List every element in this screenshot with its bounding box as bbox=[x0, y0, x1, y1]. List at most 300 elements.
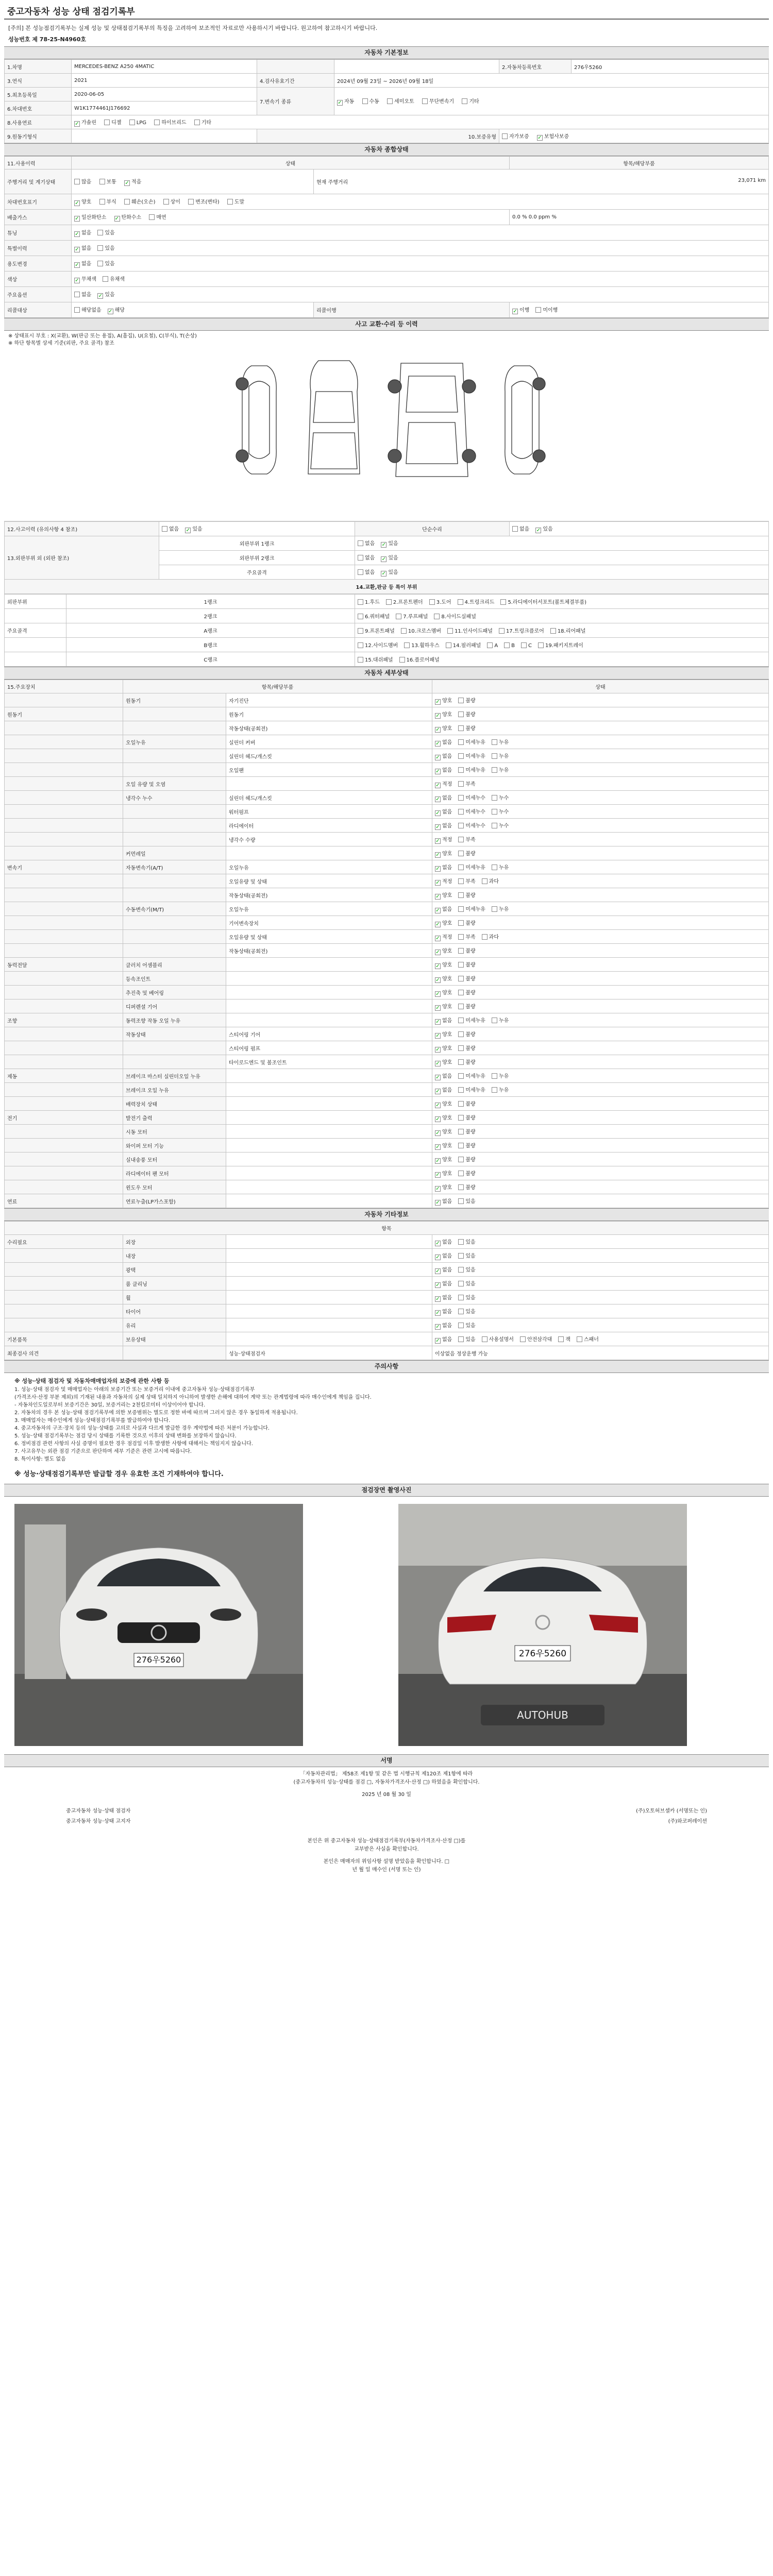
checkbox-checked[interactable]: ✓ bbox=[435, 1324, 440, 1330]
cell bbox=[5, 1180, 123, 1194]
section-other: 자동차 기타정보 bbox=[4, 1208, 769, 1221]
checkbox-checked[interactable]: ✓ bbox=[513, 309, 517, 314]
cell bbox=[123, 707, 226, 721]
checkbox[interactable] bbox=[499, 628, 505, 634]
checkbox-checked[interactable]: ✓ bbox=[75, 121, 79, 127]
checkbox[interactable] bbox=[387, 98, 393, 104]
checkbox[interactable] bbox=[458, 698, 464, 703]
checkbox-checked[interactable]: ✓ bbox=[435, 1172, 440, 1178]
checkbox[interactable] bbox=[103, 276, 108, 282]
label-options: 주요옵션 bbox=[5, 287, 72, 302]
state-cell: ✓ 없음 있음 bbox=[432, 1235, 769, 1249]
checkbox-checked[interactable]: ✓ bbox=[435, 949, 440, 955]
checkbox[interactable] bbox=[492, 906, 497, 912]
table-row bbox=[5, 1235, 769, 1249]
checkbox[interactable] bbox=[482, 878, 488, 884]
checkbox[interactable] bbox=[458, 809, 464, 815]
checkbox[interactable] bbox=[458, 1059, 464, 1065]
cell bbox=[5, 1304, 123, 1318]
sign-line-5: 본인은 매매자의 위임사항 설명 받았음을 확인합니다. □ bbox=[323, 1859, 450, 1865]
checkbox[interactable] bbox=[458, 1309, 464, 1314]
state-cell: ✓ 적정 부족 bbox=[432, 777, 769, 791]
checkbox[interactable] bbox=[458, 934, 464, 940]
state-cell: ✓ 양호 불량 bbox=[432, 944, 769, 958]
cell bbox=[5, 916, 123, 930]
checkbox[interactable] bbox=[422, 98, 428, 104]
cell bbox=[5, 874, 123, 888]
state-cell: ✓ 없음 미세누유 누유 bbox=[432, 763, 769, 777]
plate-text-front: 276우5260 bbox=[136, 1655, 181, 1665]
state-cell: ✓ 양호 불량 bbox=[432, 1125, 769, 1139]
checkbox-checked[interactable]: ✓ bbox=[435, 1144, 440, 1150]
checkbox-checked[interactable]: ✓ bbox=[125, 180, 129, 186]
checkbox[interactable] bbox=[458, 767, 464, 773]
checkbox-checked[interactable]: ✓ bbox=[75, 278, 79, 283]
checkbox-checked[interactable]: ✓ bbox=[435, 1310, 440, 1316]
checkbox-checked[interactable]: ✓ bbox=[98, 293, 103, 299]
cell bbox=[123, 1041, 226, 1055]
table-row bbox=[5, 693, 769, 707]
note-item: 4. 중고자동차의 구조·장치 등의 성능·상태를 고의로 사실과 다르게 발급한 경우 계약법에 따른 처분이 가능합니다. bbox=[14, 1426, 270, 1431]
table-row bbox=[5, 1332, 769, 1346]
checkbox[interactable] bbox=[458, 906, 464, 912]
checkbox-checked[interactable]: ✓ bbox=[186, 528, 191, 533]
checkbox[interactable] bbox=[458, 711, 464, 717]
table-row bbox=[5, 1166, 769, 1180]
checkbox-checked[interactable]: ✓ bbox=[435, 713, 440, 719]
checkbox[interactable] bbox=[399, 657, 405, 663]
checkbox-checked[interactable]: ✓ bbox=[435, 1185, 440, 1192]
table-row bbox=[5, 1097, 769, 1111]
checkbox[interactable] bbox=[458, 1115, 464, 1121]
checkbox-checked[interactable]: ✓ bbox=[435, 1088, 440, 1094]
cell bbox=[123, 763, 226, 777]
checkbox-checked[interactable]: ✓ bbox=[435, 1046, 440, 1053]
cell bbox=[5, 1139, 123, 1153]
table-row bbox=[5, 1346, 769, 1360]
checkbox[interactable] bbox=[434, 614, 440, 619]
checkbox-checked[interactable]: ✓ bbox=[435, 1074, 440, 1080]
notes-block bbox=[4, 1373, 769, 1466]
section-photos: 점검장면 촬영사진 bbox=[4, 1484, 769, 1497]
checkbox[interactable] bbox=[458, 1171, 464, 1176]
checkbox-checked[interactable]: ✓ bbox=[75, 200, 79, 206]
checkbox-checked[interactable]: ✓ bbox=[435, 810, 440, 816]
checkbox-checked[interactable]: ✓ bbox=[381, 556, 386, 562]
checkbox[interactable] bbox=[227, 199, 233, 205]
checkbox-checked[interactable]: ✓ bbox=[381, 571, 386, 577]
checkbox[interactable] bbox=[386, 599, 392, 605]
checkbox[interactable] bbox=[458, 1336, 464, 1342]
checkbox[interactable] bbox=[358, 599, 363, 605]
cell: 실내송풍 모터 bbox=[123, 1153, 226, 1166]
state-cell: ✓ 양호 불량 bbox=[432, 888, 769, 902]
table-row bbox=[5, 1180, 769, 1194]
checkbox-checked[interactable]: ✓ bbox=[114, 216, 120, 222]
checkbox[interactable] bbox=[358, 569, 363, 575]
checkbox[interactable] bbox=[358, 628, 363, 634]
header-status: 상태 bbox=[72, 157, 510, 170]
rank-table: 외판부위 1랭크 1.후드 2.프론트펜더 3.도어 4.트렁크리드 5.라디에이터서포트(볼트체결부품) 2랭크 6.쿼터패널 7.루프패널 8.사이드실패널 주요골격 A랭크 9.프론트패널 10.크로스멤버 11.인사이드패널 17.트렁크플로어 18.리어패널 B랭크 12.사이드멤버 13.휠하우스 14.필러패널 A B C 19.패키지트레이 C랭크 15.대쉬패널 16.플로어패널 bbox=[4, 594, 769, 667]
checkbox-checked[interactable]: ✓ bbox=[435, 1254, 440, 1260]
checkbox[interactable] bbox=[97, 245, 103, 251]
note-item: - 자동차인도일로부터 보증기간은 30일, 보증거리는 2천킬로미터 이상이어야 합니다. bbox=[14, 1402, 206, 1408]
checkbox[interactable] bbox=[492, 1018, 497, 1023]
checkbox[interactable] bbox=[458, 1198, 464, 1204]
cell: 보유상태 bbox=[123, 1332, 226, 1346]
checkbox-checked[interactable]: ✓ bbox=[381, 542, 386, 548]
checkbox[interactable] bbox=[74, 292, 80, 297]
state-cell: ✓ 양호 불량 bbox=[432, 1153, 769, 1166]
checkbox[interactable] bbox=[458, 1281, 464, 1286]
checkbox-checked[interactable]: ✓ bbox=[338, 100, 342, 106]
cell bbox=[5, 902, 123, 916]
notes-list bbox=[14, 1386, 759, 1463]
state-cell: ✓ 없음 미세누유 누유 bbox=[432, 749, 769, 763]
cell: 워터펌프 bbox=[226, 805, 432, 819]
checkbox[interactable] bbox=[458, 1239, 464, 1245]
checkbox-checked[interactable]: ✓ bbox=[536, 528, 541, 533]
checkbox[interactable] bbox=[458, 1004, 464, 1009]
cell bbox=[226, 1139, 432, 1153]
checkbox[interactable] bbox=[520, 1336, 526, 1342]
cell: 성능·상태점검자 bbox=[226, 1346, 432, 1360]
checkbox-checked[interactable]: ✓ bbox=[435, 1060, 440, 1066]
checkbox-checked[interactable]: ✓ bbox=[435, 1337, 440, 1344]
checkbox[interactable] bbox=[492, 809, 497, 815]
panel-main-frame: 주요골격 bbox=[159, 565, 355, 580]
label-transmission: 7.변속기 종류 bbox=[257, 88, 334, 115]
checkbox-checked[interactable]: ✓ bbox=[75, 231, 79, 237]
rank-group: 주요골격 bbox=[5, 623, 66, 638]
cell bbox=[226, 846, 432, 860]
checkbox-checked[interactable]: ✓ bbox=[435, 1130, 440, 1136]
checkbox[interactable] bbox=[458, 851, 464, 856]
checkbox[interactable] bbox=[458, 920, 464, 926]
checkbox[interactable] bbox=[458, 1267, 464, 1273]
rank-label: C랭크 bbox=[66, 652, 355, 667]
checkbox-checked[interactable]: ✓ bbox=[435, 740, 440, 747]
checkbox[interactable] bbox=[163, 199, 169, 205]
cell bbox=[226, 1153, 432, 1166]
checkbox-checked[interactable]: ✓ bbox=[435, 1199, 440, 1206]
state-cell: ✓ 양호 불량 bbox=[432, 1180, 769, 1194]
notes-lead: ※ 성능·상태 점검자 및 자동차매매업자의 보증에 관한 사항 등 bbox=[14, 1378, 170, 1384]
cell bbox=[226, 1180, 432, 1194]
checkbox[interactable] bbox=[447, 628, 453, 634]
cell bbox=[5, 1249, 123, 1263]
checkbox[interactable] bbox=[502, 133, 508, 139]
label-panel-rank: 13.외판부위 외 (외판 참조) bbox=[5, 536, 159, 580]
checkbox-checked[interactable]: ✓ bbox=[435, 866, 440, 872]
checkbox[interactable] bbox=[154, 120, 160, 125]
checkbox-checked[interactable]: ✓ bbox=[435, 824, 440, 830]
state-cell: ✓ 없음 있음 bbox=[432, 1291, 769, 1304]
checkbox-checked[interactable]: ✓ bbox=[435, 1296, 440, 1302]
table-row bbox=[5, 986, 769, 999]
state-cell: ✓ 없음 있음 bbox=[432, 1277, 769, 1291]
notifier-name: (주)와코퍼레이션 bbox=[668, 1819, 707, 1824]
cell: 브레이크 오일 누유 bbox=[123, 1083, 226, 1097]
checkbox-checked[interactable]: ✓ bbox=[435, 699, 440, 705]
label-inspection-period: 4.검사유효기간 bbox=[257, 74, 334, 88]
checkbox[interactable] bbox=[458, 739, 464, 745]
cell: 룸 클리닝 bbox=[123, 1277, 226, 1291]
cell: 휠 bbox=[123, 1291, 226, 1304]
state-cell: ✓ 양호 불량 bbox=[432, 707, 769, 721]
checkbox[interactable] bbox=[500, 599, 506, 605]
checkbox[interactable] bbox=[504, 642, 510, 648]
state-cell: ✓ 없음 있음 bbox=[432, 1304, 769, 1318]
cell bbox=[5, 1277, 123, 1291]
checkbox[interactable] bbox=[538, 642, 544, 648]
checkbox-checked[interactable]: ✓ bbox=[435, 1005, 440, 1011]
cell bbox=[123, 888, 226, 902]
checkbox[interactable] bbox=[492, 767, 497, 773]
checkbox[interactable] bbox=[458, 1157, 464, 1162]
checkbox-checked[interactable]: ✓ bbox=[75, 216, 79, 222]
checkbox[interactable] bbox=[458, 781, 464, 787]
table-row bbox=[5, 1041, 769, 1055]
checkbox[interactable] bbox=[458, 948, 464, 954]
checkbox[interactable] bbox=[458, 725, 464, 731]
checkbox[interactable] bbox=[358, 540, 363, 546]
cell bbox=[226, 1249, 432, 1263]
warranty-options: 자가보증 ✓ 보험사보증 bbox=[499, 129, 769, 143]
sign-line-2: (중고자동차의 성능·상태를 점검 □, 자동차가격조사·산정 □) 하였음을 확인합니다. bbox=[293, 1780, 480, 1785]
checkbox[interactable] bbox=[358, 555, 363, 561]
checkbox-checked[interactable]: ✓ bbox=[435, 726, 440, 733]
checkbox[interactable] bbox=[74, 179, 80, 184]
checkbox[interactable] bbox=[535, 307, 541, 313]
cell bbox=[5, 999, 123, 1013]
table-row bbox=[5, 1013, 769, 1027]
checkbox-checked[interactable]: ✓ bbox=[435, 796, 440, 802]
cell: 스티어링 기어 bbox=[226, 1027, 432, 1041]
state-cell: ✓ 없음 미세누수 누수 bbox=[432, 791, 769, 805]
checkbox[interactable] bbox=[492, 795, 497, 801]
cell: 원동기 bbox=[5, 707, 123, 721]
cell: 오일유량 및 상태 bbox=[226, 874, 432, 888]
checkbox[interactable] bbox=[458, 1129, 464, 1134]
checkbox-checked[interactable]: ✓ bbox=[435, 838, 440, 844]
checkbox[interactable] bbox=[458, 599, 463, 605]
label-simple-repair: 단순수리 bbox=[355, 522, 510, 536]
checkbox[interactable] bbox=[129, 120, 135, 125]
cell bbox=[123, 944, 226, 958]
state-cell: ✓ 양호 불량 bbox=[432, 1041, 769, 1055]
checkbox-checked[interactable]: ✓ bbox=[435, 1116, 440, 1122]
checkbox[interactable] bbox=[550, 628, 556, 634]
checkbox[interactable] bbox=[458, 1253, 464, 1259]
checkbox[interactable] bbox=[458, 823, 464, 828]
value-first-reg: 2020-06-05 bbox=[72, 88, 257, 101]
checkbox-checked[interactable]: ✓ bbox=[435, 754, 440, 760]
cell: 자기진단 bbox=[226, 693, 432, 707]
checkbox[interactable] bbox=[487, 642, 493, 648]
cell: 외장 bbox=[123, 1235, 226, 1249]
checkbox-checked[interactable]: ✓ bbox=[435, 893, 440, 900]
cell bbox=[5, 1125, 123, 1139]
checkbox[interactable] bbox=[458, 1087, 464, 1093]
cell bbox=[123, 819, 226, 833]
table-row bbox=[5, 902, 769, 916]
checkbox[interactable] bbox=[99, 199, 105, 205]
checkbox[interactable] bbox=[446, 642, 451, 648]
checkbox[interactable] bbox=[99, 179, 105, 184]
checkbox[interactable] bbox=[458, 878, 464, 884]
checkbox[interactable] bbox=[74, 307, 80, 313]
checkbox-checked[interactable]: ✓ bbox=[435, 935, 440, 941]
inspector-name: (주)오토허브셀카 (서명또는 인) bbox=[636, 1808, 707, 1814]
checkbox-checked[interactable]: ✓ bbox=[435, 879, 440, 886]
checkbox-checked[interactable]: ✓ bbox=[435, 782, 440, 788]
checkbox[interactable] bbox=[482, 1336, 488, 1342]
checkbox-checked[interactable]: ✓ bbox=[435, 1019, 440, 1025]
checkbox[interactable] bbox=[458, 753, 464, 759]
table-row bbox=[5, 1249, 769, 1263]
checkbox-checked[interactable]: ✓ bbox=[435, 963, 440, 969]
checkbox[interactable] bbox=[104, 120, 110, 125]
checkbox[interactable] bbox=[482, 934, 488, 940]
checkbox[interactable] bbox=[558, 1336, 564, 1342]
cell: 전기 bbox=[5, 1111, 123, 1125]
state-cell: ✓ 양호 불량 bbox=[432, 916, 769, 930]
state-cell: ✓ 적정 부족 bbox=[432, 833, 769, 846]
checkbox-checked[interactable]: ✓ bbox=[75, 262, 79, 268]
checkbox[interactable] bbox=[458, 1101, 464, 1107]
cell bbox=[5, 986, 123, 999]
checkbox[interactable] bbox=[396, 614, 401, 619]
checkbox[interactable] bbox=[492, 1087, 497, 1093]
state-cell: ✓ 양호 불량 bbox=[432, 1139, 769, 1153]
section-repair-history: 사고 교환·수리 등 이력 bbox=[4, 318, 769, 331]
table-row bbox=[5, 1139, 769, 1153]
cell bbox=[226, 1013, 432, 1027]
transmission-options: ✓ 자동 수동 세미오토 무단변속기 기타 bbox=[334, 88, 769, 115]
cell bbox=[226, 958, 432, 972]
checkbox[interactable] bbox=[458, 795, 464, 801]
checkbox[interactable] bbox=[458, 865, 464, 870]
cell: 동력전달 bbox=[5, 958, 123, 972]
checkbox-checked[interactable]: ✓ bbox=[537, 134, 542, 141]
table-row bbox=[5, 916, 769, 930]
cell bbox=[226, 1235, 432, 1249]
checkbox[interactable] bbox=[521, 642, 527, 648]
checkbox[interactable] bbox=[492, 1073, 497, 1079]
checkbox[interactable] bbox=[124, 199, 130, 205]
checkbox[interactable] bbox=[362, 98, 368, 104]
checkbox[interactable] bbox=[97, 230, 103, 235]
checkbox[interactable] bbox=[458, 1018, 464, 1023]
checkbox[interactable] bbox=[97, 261, 103, 266]
cell bbox=[5, 888, 123, 902]
checkbox-checked[interactable]: ✓ bbox=[435, 1268, 440, 1274]
checkbox-checked[interactable]: ✓ bbox=[108, 309, 113, 314]
checkbox-checked[interactable]: ✓ bbox=[435, 991, 440, 997]
checkbox[interactable] bbox=[358, 657, 363, 663]
checkbox[interactable] bbox=[149, 214, 155, 220]
autohub-sign-text: AUTOHUB bbox=[517, 1709, 568, 1721]
cell: 광택 bbox=[123, 1263, 226, 1277]
checkbox[interactable] bbox=[429, 599, 435, 605]
basic-info-table bbox=[4, 59, 769, 143]
table-row bbox=[5, 1027, 769, 1041]
checkbox[interactable] bbox=[358, 642, 363, 648]
table-row bbox=[5, 874, 769, 888]
checkbox-checked[interactable]: ✓ bbox=[435, 1032, 440, 1039]
checkbox[interactable] bbox=[492, 753, 497, 759]
checkbox-checked[interactable]: ✓ bbox=[435, 977, 440, 983]
checkbox[interactable] bbox=[458, 1045, 464, 1051]
checkbox-checked[interactable]: ✓ bbox=[75, 247, 79, 252]
checkbox[interactable] bbox=[358, 614, 363, 619]
checkbox[interactable] bbox=[458, 1031, 464, 1037]
checkbox[interactable] bbox=[458, 1323, 464, 1328]
checkbox[interactable] bbox=[458, 962, 464, 968]
cell: 조향 bbox=[5, 1013, 123, 1027]
label-tuning: 튜닝 bbox=[5, 225, 72, 241]
checkbox[interactable] bbox=[458, 990, 464, 995]
checkbox-checked[interactable]: ✓ bbox=[435, 1158, 440, 1164]
checkbox-checked[interactable]: ✓ bbox=[435, 1102, 440, 1108]
checkbox-checked[interactable]: ✓ bbox=[435, 768, 440, 774]
checkbox[interactable] bbox=[458, 1184, 464, 1190]
checkbox[interactable] bbox=[458, 892, 464, 898]
checkbox[interactable] bbox=[512, 526, 518, 532]
checkbox[interactable] bbox=[188, 199, 194, 205]
checkbox-checked[interactable]: ✓ bbox=[435, 1282, 440, 1288]
state-cell: ✓ 양호 불량 bbox=[432, 972, 769, 986]
cell: 라디에이터 bbox=[226, 819, 432, 833]
checkbox[interactable] bbox=[458, 1295, 464, 1300]
cell: 오일 유량 및 오염 bbox=[123, 777, 226, 791]
checkbox-checked[interactable]: ✓ bbox=[435, 1240, 440, 1246]
state-cell: ✓ 없음 미세누유 누유 bbox=[432, 860, 769, 874]
overall-table: 11.사용이력 상태 항목/해당부품 주행거리 및 계기상태 많음 보통 ✓ 적음 현재 주행거리 23,071 km 차대번호표기 ✓ 양호 부식 훼손(오손) 상이 변조(변타) 도말 배출가스 ✓ 일산화탄소 ✓ 탄화수소 매연 0.0 % 0.0 ppm % 튜닝 ✓ 없음 있음 특별이력 ✓ 없음 있음 용도변경 ✓ 없음 있음 색상 ✓ 무채색 유채색 주요옵션 없음 ✓ 있음 리콜대상 해당없음 ✓ 해당 리콜이행 ✓ 이행 미이행 bbox=[4, 156, 769, 318]
emission-values: 0.0 % 0.0 ppm % bbox=[510, 210, 769, 225]
checkbox-checked[interactable]: ✓ bbox=[435, 921, 440, 927]
checkbox[interactable] bbox=[194, 120, 200, 125]
checkbox[interactable] bbox=[162, 526, 167, 532]
table-row bbox=[5, 1263, 769, 1277]
header-state: 상태 bbox=[432, 680, 769, 693]
header-usage: 11.사용이력 bbox=[5, 157, 72, 170]
cell: 라디에이터 팬 모터 bbox=[123, 1166, 226, 1180]
table-row bbox=[5, 1194, 769, 1208]
checkbox-checked[interactable]: ✓ bbox=[435, 907, 440, 913]
checkbox[interactable] bbox=[458, 837, 464, 842]
table-row bbox=[5, 1318, 769, 1332]
section-basic-info: 자동차 기본정보 bbox=[4, 46, 769, 59]
checkbox[interactable] bbox=[577, 1336, 582, 1342]
checkbox[interactable] bbox=[404, 642, 410, 648]
checkbox[interactable] bbox=[492, 739, 497, 745]
checkbox-checked[interactable]: ✓ bbox=[435, 852, 440, 858]
panel-rank-1: 외판부위 1랭크 bbox=[159, 536, 355, 551]
checkbox[interactable] bbox=[458, 976, 464, 981]
checkbox[interactable] bbox=[492, 865, 497, 870]
state-cell: ✓ 양호 불량 bbox=[432, 1027, 769, 1041]
checkbox[interactable] bbox=[462, 98, 467, 104]
checkbox[interactable] bbox=[492, 823, 497, 828]
cell: 디퍼렌셜 기어 bbox=[123, 999, 226, 1013]
checkbox[interactable] bbox=[458, 1143, 464, 1148]
cell: 스티어링 펌프 bbox=[226, 1041, 432, 1055]
checkbox[interactable] bbox=[401, 628, 407, 634]
cell bbox=[123, 1055, 226, 1069]
checkbox[interactable] bbox=[458, 1073, 464, 1079]
